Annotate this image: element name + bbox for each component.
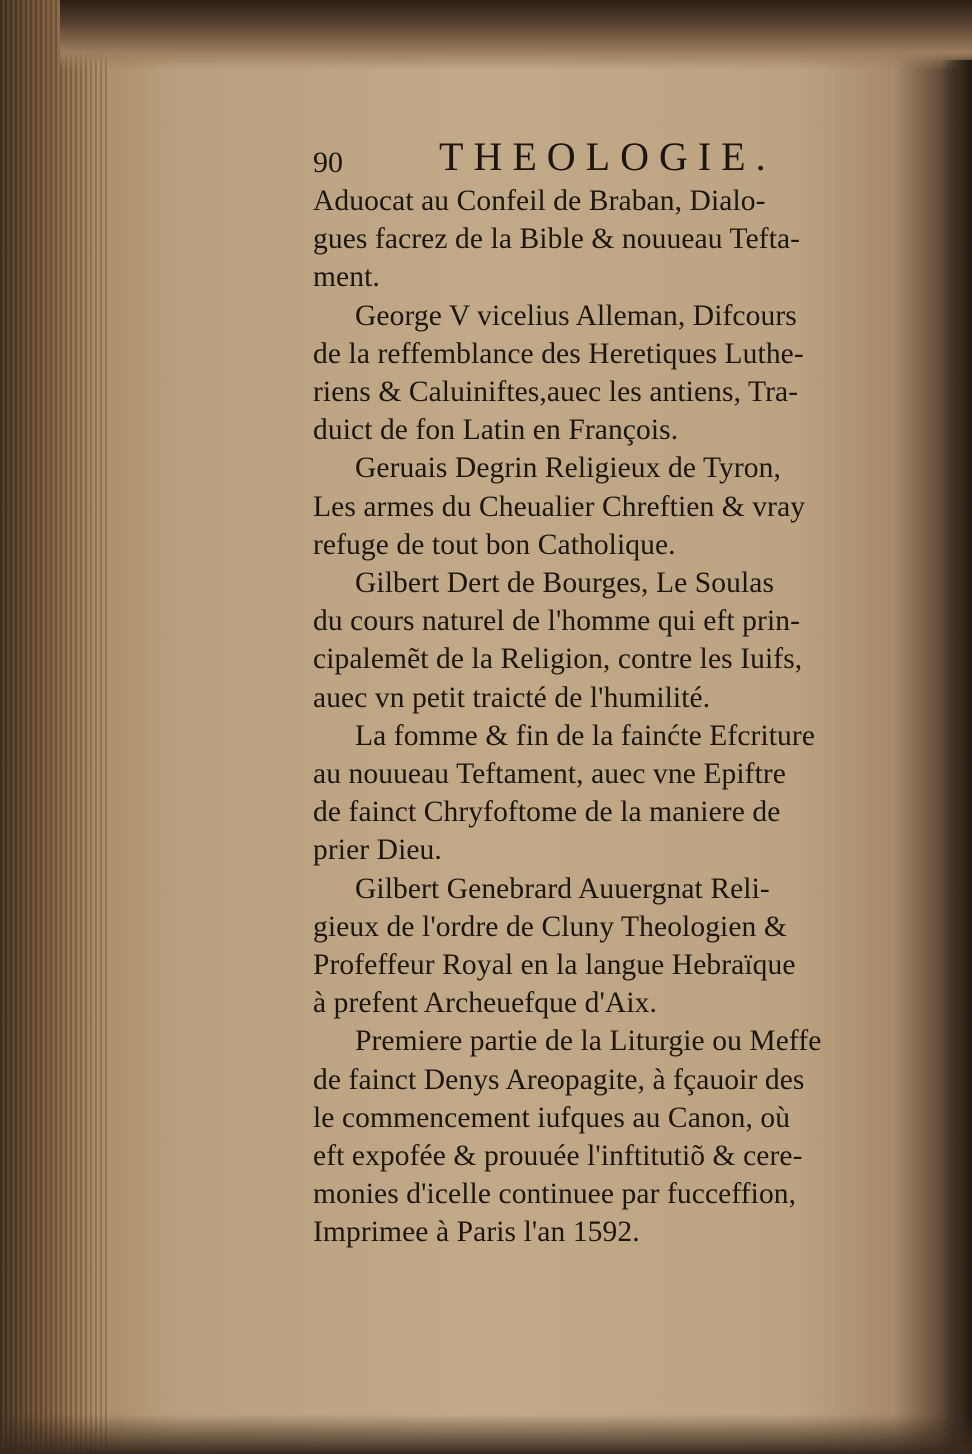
text-line: ment. bbox=[313, 261, 380, 294]
page-edge-top bbox=[60, 0, 972, 70]
text-line: La fomme & fin de la fainćte Efcriture bbox=[355, 719, 816, 752]
text-line: gieux de l'ordre de Cluny Theologien & bbox=[313, 910, 787, 943]
page-gutter-right bbox=[942, 60, 972, 1454]
text-line: du cours naturel de l'homme qui eft prin- bbox=[313, 605, 801, 638]
text-line: de fainct Chryfoftome de la maniere de bbox=[313, 796, 781, 829]
text-line: au nouueau Teftament, auec vne Epiftre bbox=[313, 758, 786, 791]
text-line: cipalemẽt de la Religion, contre les Iuifs, bbox=[313, 643, 803, 676]
body-text bbox=[313, 182, 913, 1252]
text-line: riens & Caluiniftes,auec les antiens, Tra- bbox=[313, 376, 799, 409]
running-head bbox=[313, 134, 913, 182]
page-number: 90 bbox=[313, 146, 343, 179]
text-line: prier Dieu. bbox=[313, 834, 442, 867]
text-line: Profeffeur Royal en la langue Hebraïque bbox=[313, 949, 796, 982]
text-line: Aduocat au Confeil de Braban, Dialo- bbox=[313, 185, 766, 217]
text-line: Les armes du Cheualier Chreftien & vray bbox=[313, 490, 806, 523]
text-line: George V vicelius Alleman, Difcours bbox=[355, 299, 797, 332]
text-line: duict de fon Latin en François. bbox=[313, 414, 679, 447]
text-line: Imprimee à Paris l'an 1592. bbox=[313, 1216, 640, 1249]
text-line: de fainct Denys Areopagite, à fçauoir des bbox=[313, 1063, 805, 1096]
text-line: refuge de tout bon Catholique. bbox=[313, 528, 676, 561]
text-line: Premiere partie de la Liturgie ou Meffe bbox=[355, 1025, 822, 1058]
page-edge-bottom bbox=[0, 1414, 972, 1454]
page-text-block bbox=[313, 134, 913, 1252]
text-line: gues facrez de la Bible & nouueau Tefta- bbox=[313, 223, 801, 256]
text-line: Gilbert Dert de Bourges, Le Soulas bbox=[355, 567, 775, 600]
page-title: THEOLOGIE. bbox=[439, 134, 776, 179]
text-line: le commencement iufques au Canon, où bbox=[313, 1101, 791, 1134]
text-line: Geruais Degrin Religieux de Tyron, bbox=[355, 452, 781, 485]
text-line: auec vn petit traicté de l'humilité. bbox=[313, 681, 711, 714]
text-line: de la reffemblance des Heretiques Luthe- bbox=[313, 337, 804, 370]
text-line: monies d'icelle continuee par fucceffion, bbox=[313, 1178, 797, 1211]
text-line: Gilbert Genebrard Auuergnat Reli- bbox=[355, 872, 770, 905]
text-line: eft expofée & prouuée l'inftitutiõ & cere- bbox=[313, 1140, 803, 1173]
text-line: à prefent Archeuefque d'Aix. bbox=[313, 987, 657, 1020]
page-stack-edge-left bbox=[0, 0, 110, 1454]
